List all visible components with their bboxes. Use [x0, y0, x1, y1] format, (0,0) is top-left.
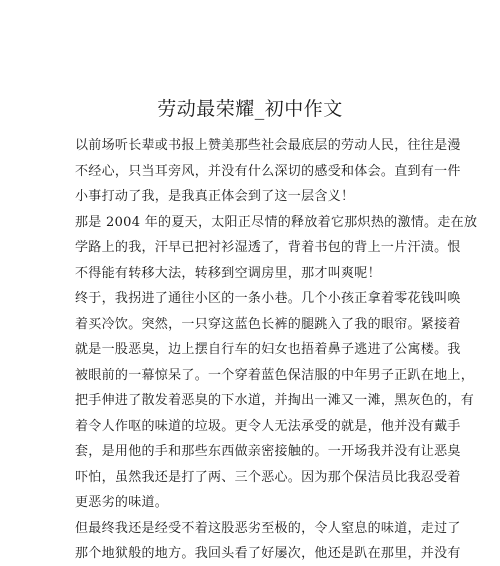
body-line: 更恶劣的味道。: [75, 495, 169, 510]
body-line: 就是一股恶臭，边上摆自行车的妇女也捂着鼻子逃进了公寓楼。我: [75, 342, 461, 357]
body-line: 终于，我拐进了通往小区的一条小巷。几个小孩正拿着零花钱叫唤: [75, 291, 461, 306]
body-line: 但最终我还是经受不着这股恶劣至极的，令人窒息的味道，走过了: [75, 520, 461, 536]
document-body: [75, 133, 478, 566]
body-line: 学路上的我，汗早已把衬衫湿透了，背着书包的背上一片汗渍。恨: [75, 240, 461, 255]
body-line: 以前场听长辈或书报上赞美那些社会最底层的劳动人民，往往是漫: [75, 138, 461, 153]
document-title: 劳动最荣耀_初中作文: [157, 98, 343, 120]
body-line: 那是 2004 年的夏天，太阳正尽情的释放着它那炽热的激情。走在放: [75, 214, 478, 230]
body-line: 把手伸进了散发着恶臭的下水道，并掏出一滩又一滩，黑灰色的，有: [75, 393, 475, 408]
body-line: 套，是用他的手和那些东西做亲密接触的。一开场我并没有让恶臭: [75, 444, 461, 459]
body-line: 不得能有转移大法，转移到空调房里，那才叫爽呢！: [75, 265, 381, 281]
body-line: 那个地狱般的地方。我回头看了好屡次，他还是趴在那里，并没有: [75, 546, 461, 561]
body-line: 不经心，只当耳旁风，并没有什么深切的感受和体会。直到有一件: [75, 163, 461, 179]
body-line: 着令人作呕的味道的垃圾。更令人无法承受的就是，他并没有戴手: [75, 418, 461, 434]
body-line: 吓怕，虽然我还是打了两、三个恶心。因为那个保洁员比我忍受着: [75, 469, 461, 485]
body-line: 小事打动了我，是我真正体会到了这一层含义！: [75, 189, 355, 204]
body-line: 着买冷饮。突然，一只穿这蓝色长裤的腿跳入了我的眼帘。紧接着: [75, 316, 461, 332]
body-line: 被眼前的一幕惊呆了。一个穿着蓝色保洁服的中年男子正趴在地上，: [75, 367, 475, 383]
